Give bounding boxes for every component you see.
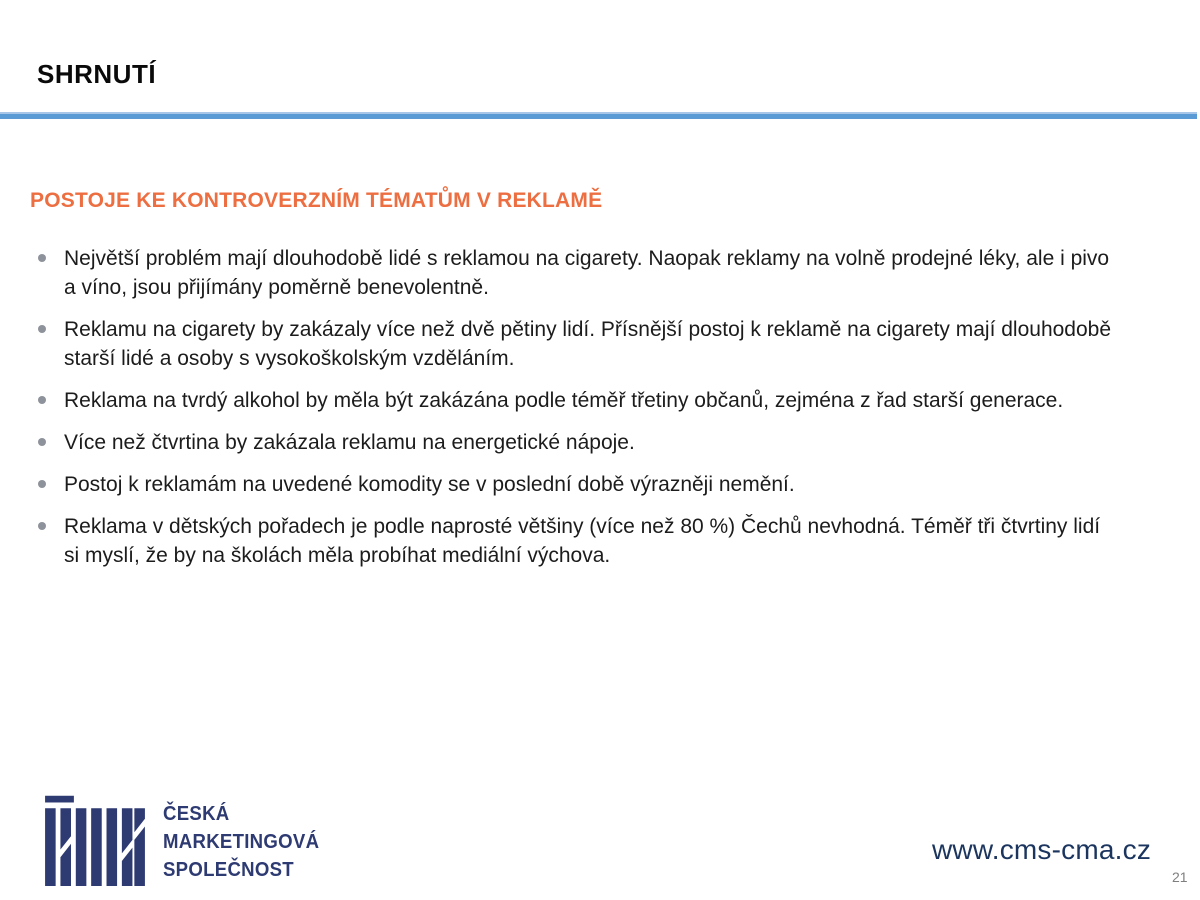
divider-main xyxy=(0,114,1197,119)
slide-title: SHRNUTÍ xyxy=(37,59,157,90)
summary-bullet-list xyxy=(36,244,1114,583)
section-heading: POSTOJE KE KONTROVERZNÍM TÉMATŮM V REKLAMĚ xyxy=(30,189,603,213)
list-item xyxy=(36,512,1114,570)
bullet-text: Reklama v dětských pořadech je podle naprosté většiny (více než 80 %) Čechů nevhodná. Téměř tři čtvrtiny lidí si myslí, že by na školách měla probíhat mediální výchova. xyxy=(64,515,1101,567)
website-link[interactable]: www.cms-cma.cz xyxy=(932,834,1152,865)
bullet-text: Více než čtvrtina by zakázala reklamu na energetické nápoje. xyxy=(64,431,635,454)
bullet-dot-icon xyxy=(38,480,46,488)
list-item xyxy=(36,428,1114,457)
title-divider-line xyxy=(0,112,1197,119)
bullet-text: Největší problém mají dlouhodobě lidé s reklamou na cigarety. Naopak reklamy na volně prodejné léky, ale i pivo a víno, jsou přijímány poměrně benevolentně. xyxy=(64,247,1110,299)
list-item xyxy=(36,244,1114,302)
cms-logo-mark-icon xyxy=(45,790,145,886)
list-item xyxy=(36,315,1114,373)
page-number: 21 xyxy=(1172,869,1188,885)
bullet-text: Postoj k reklamám na uvedené komodity se v poslední době výrazněji nemění. xyxy=(64,473,795,496)
bullet-dot-icon xyxy=(38,438,46,446)
bullet-dot-icon xyxy=(38,254,46,262)
list-item xyxy=(36,386,1114,415)
cms-logo-text xyxy=(163,800,319,884)
bullet-dot-icon xyxy=(38,325,46,333)
bullet-text: Reklama na tvrdý alkohol by měla být zakázána podle téměř třetiny občanů, zejména z řad starší generace. xyxy=(64,389,1064,412)
list-item xyxy=(36,470,1114,499)
logo-text-line: ČESKÁ xyxy=(163,803,230,825)
bullet-dot-icon xyxy=(38,396,46,404)
bullet-dot-icon xyxy=(38,522,46,530)
logo-text-line: MARKETINGOVÁ xyxy=(163,831,320,853)
bullet-text: Reklamu na cigarety by zakázaly více než dvě pětiny lidí. Přísnější postoj k reklamě na cigarety mají dlouhodobě starší lidé a osoby s vysokoškolským vzděláním. xyxy=(64,318,1112,370)
logo-text-line: SPOLEČNOST xyxy=(163,859,294,881)
